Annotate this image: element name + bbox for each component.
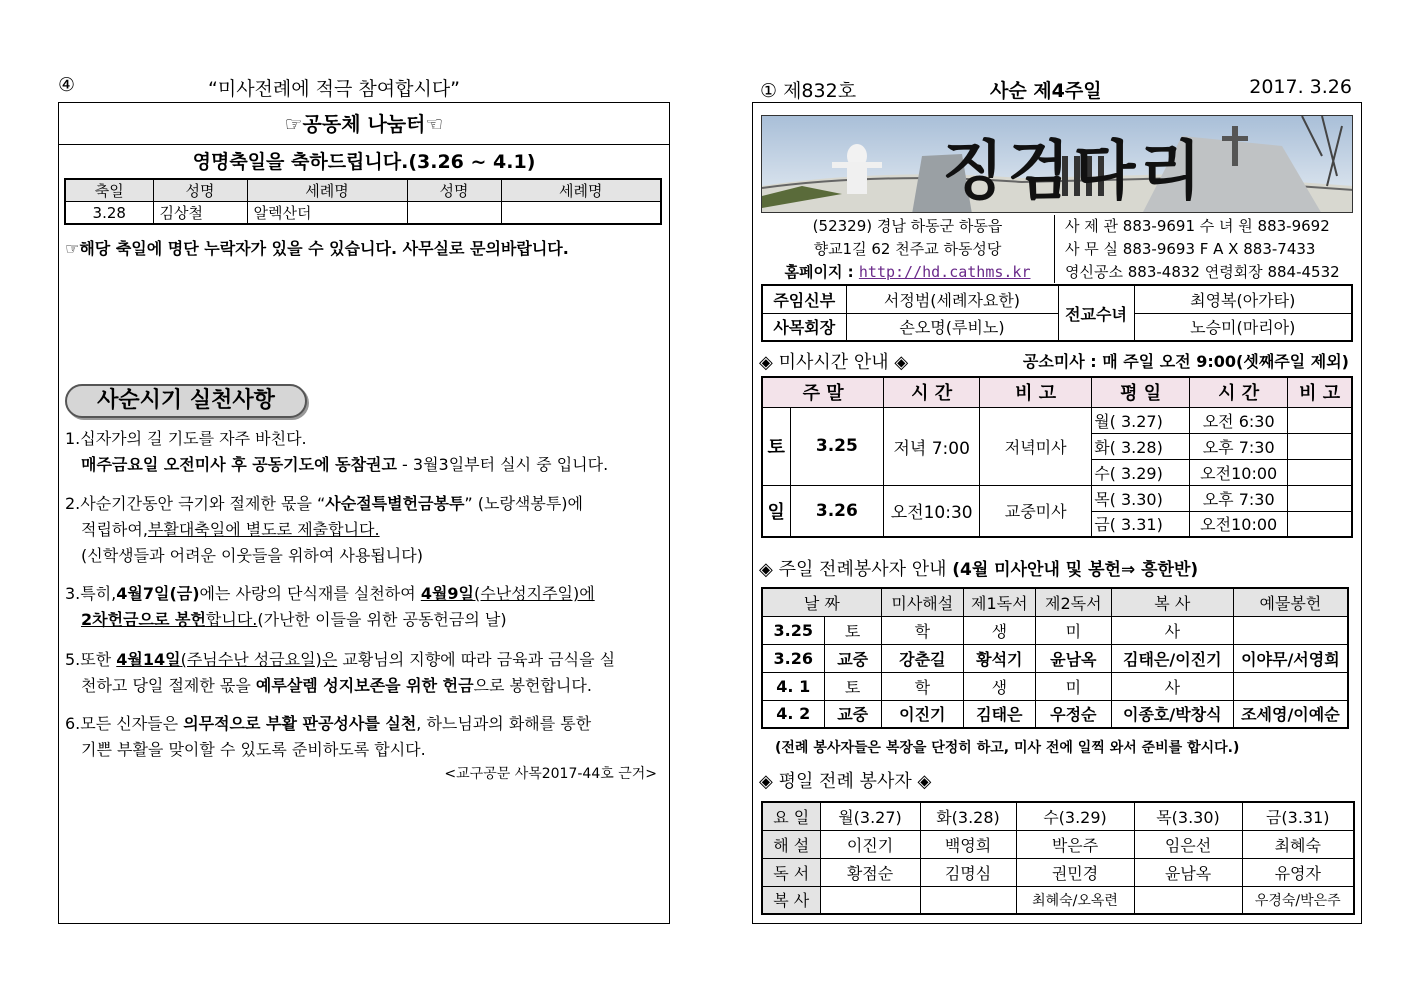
mass-schedule-table <box>761 376 1353 538</box>
servers-date: 3.26 <box>762 644 824 672</box>
practice-bold: 4월9일 <box>420 584 474 603</box>
servers-type: 교중 <box>824 700 881 728</box>
weekday-header-cell: 화(3.28) <box>920 802 1016 830</box>
weekday-note <box>1288 485 1352 511</box>
bulletin-main <box>752 102 1362 924</box>
servers-date: 4. 2 <box>762 700 824 728</box>
weekday-server: 우경숙/박은주 <box>1242 886 1354 914</box>
servers-cell: 생 <box>963 672 1035 700</box>
servers-header-cell: 제1독서 <box>963 588 1035 616</box>
weekday-role: 독 서 <box>762 858 820 886</box>
practice-text: 3.특히, <box>65 584 117 603</box>
weekday-server: 유영자 <box>1242 858 1354 886</box>
practice-line: 기쁜 부활을 맞이할 수 있도록 준비하도록 합시다. <box>81 740 426 759</box>
weekday-servers-row <box>762 858 1354 886</box>
reference-note: <교구공문 사목2017-44호 근거> <box>444 766 657 782</box>
servers-type: 교중 <box>824 644 881 672</box>
weekday-server: 이진기 <box>820 830 920 858</box>
feast-cell <box>501 202 661 225</box>
practice-bold: 2차헌금으로 봉헌 <box>81 610 206 629</box>
liturgical-week-title: 사순 제4주일 <box>990 80 1102 102</box>
mass-header-cell: 시 간 <box>884 377 980 407</box>
parish-phones <box>1065 215 1353 284</box>
weekend-note: 교중미사 <box>980 485 1092 537</box>
weekday-server: 최혜숙 <box>1242 830 1354 858</box>
weekday-servers-table <box>761 801 1355 915</box>
left-slogan: “미사전례에 적극 참여합시다” <box>208 78 461 100</box>
servers-header-cell: 예물봉헌 <box>1233 588 1348 616</box>
feast-day-table <box>64 178 662 225</box>
servers-row <box>762 700 1348 728</box>
mass-header-row <box>762 377 1352 407</box>
issue-date: 2017. 3.26 <box>1249 76 1352 98</box>
servers-heading-text: ◈ 주일 전례봉사자 안내 <box>759 559 947 580</box>
servers-type: 토 <box>824 616 881 644</box>
practice-text: 6.모든 신자들은 <box>65 714 184 733</box>
weekday-server: 김명심 <box>920 858 1016 886</box>
weekday-time: 오전10:00 <box>1190 511 1288 537</box>
mass-row <box>762 407 1352 433</box>
masthead-banner <box>761 115 1353 213</box>
servers-cell: 미 <box>1035 672 1111 700</box>
sunday-servers-table <box>761 587 1349 729</box>
weekday-server: 최혜숙/오옥련 <box>1016 886 1134 914</box>
feast-header-cell: 세례명 <box>247 179 407 202</box>
servers-note: (전례 봉사자들은 복장을 단정히 하고, 미사 전에 일찍 와서 준비를 합시다.) <box>775 740 1240 756</box>
staff-label: 전교수녀 <box>1058 285 1134 341</box>
feast-note: ☞해당 축일에 명단 누락자가 있을 수 있습니다. 사무실로 문의바랍니다. <box>65 239 569 258</box>
weekday-server: 임은선 <box>1134 830 1242 858</box>
mass-schedule-heading <box>759 348 1357 374</box>
practice-underline: (주님수난 성금요일)은 <box>180 650 338 669</box>
homepage-line <box>761 261 1054 284</box>
practice-text: (가난한 이들을 위한 공동헌금의 날) <box>257 610 507 629</box>
community-share-title: ☞공동체 나눔터☜ <box>59 103 669 145</box>
practice-text: 에는 사랑의 단식재를 실천하여 <box>199 584 421 603</box>
servers-cell <box>1233 616 1348 644</box>
weekend-time: 저녁 7:00 <box>884 407 980 485</box>
servers-cell: 이종호/박창식 <box>1111 700 1233 728</box>
mass-header-cell: 비 고 <box>1288 377 1352 407</box>
servers-cell: 학 <box>881 672 963 700</box>
practice-underline: (수난성지주일)에 <box>474 584 595 603</box>
feast-cell <box>407 202 501 225</box>
feast-cell: 알렉산더 <box>247 202 407 225</box>
weekday-day: 금( 3.31) <box>1092 511 1190 537</box>
weekday-day: 수( 3.29) <box>1092 459 1190 485</box>
issue-number: ① 제832호 <box>760 80 857 102</box>
weekday-server <box>820 886 920 914</box>
weekday-time: 오후 7:30 <box>1190 433 1288 459</box>
homepage-label: 홈페이지 : <box>784 263 859 281</box>
practice-text: - 3월3일부터 실시 중 입니다. <box>396 455 609 474</box>
right-page-header <box>760 74 1352 100</box>
practice-bold: 예루살렘 성지보존을 위한 헌금 <box>255 676 474 695</box>
weekday-servers-row <box>762 886 1354 914</box>
servers-header-cell: 복 사 <box>1111 588 1233 616</box>
servers-cell: 김태은 <box>963 700 1035 728</box>
parish-staff-table <box>761 284 1353 342</box>
parish-info <box>761 215 1353 281</box>
feast-header-cell: 축일 <box>65 179 153 202</box>
weekday-day: 목( 3.30) <box>1092 485 1190 511</box>
practice-bold: 의무적으로 부활 판공성사를 실천 <box>183 714 417 733</box>
practice-bold: 4월7일(금) <box>116 584 200 603</box>
staff-name: 손오명(루비노) <box>846 313 1058 341</box>
practice-bold: 매주금요일 오전미사 후 공동기도에 동참권고 <box>81 455 397 474</box>
weekend-note: 저녁미사 <box>980 407 1092 485</box>
left-page-number: ④ <box>58 74 76 96</box>
practice-text: 교황님의 지향에 따라 금육과 금식을 실 <box>337 650 616 669</box>
servers-header-row <box>762 588 1348 616</box>
practice-item-3 <box>65 581 595 633</box>
homepage-link[interactable]: http://hd.cathms.kr <box>858 263 1031 281</box>
weekend-time: 오전10:30 <box>884 485 980 537</box>
practice-item-1 <box>65 426 608 478</box>
weekday-role: 복 사 <box>762 886 820 914</box>
practice-line: 1.십자가의 길 기도를 자주 바친다. <box>65 429 307 448</box>
feast-header-row <box>65 179 661 202</box>
weekday-time: 오전10:00 <box>1190 459 1288 485</box>
weekday-server <box>920 886 1016 914</box>
servers-cell: 사 <box>1111 672 1233 700</box>
weekday-header-cell: 요 일 <box>762 802 820 830</box>
servers-cell: 학 <box>881 616 963 644</box>
mass-heading-text: ◈ 미사시간 안내 ◈ <box>759 352 909 373</box>
practice-underline: 부활대축일에 별도로 제출합니다. <box>147 520 380 539</box>
servers-cell: 생 <box>963 616 1035 644</box>
staff-name: 서정범(세례자요한) <box>846 285 1058 313</box>
servers-type: 토 <box>824 672 881 700</box>
lent-practice-title: 사순시기 실천사항 <box>65 384 307 418</box>
weekday-note <box>1288 459 1352 485</box>
servers-cell: 윤남옥 <box>1035 644 1111 672</box>
mass-row <box>762 485 1352 511</box>
practice-text: 2.사순기간동안 극기와 절제한 몫을 “ <box>65 494 326 513</box>
weekday-header-cell: 금(3.31) <box>1242 802 1354 830</box>
mass-header-cell: 주 말 <box>762 377 884 407</box>
practice-text: 5.또한 <box>65 650 117 669</box>
servers-row <box>762 672 1348 700</box>
staff-label: 주임신부 <box>762 285 846 313</box>
servers-cell: 미 <box>1035 616 1111 644</box>
staff-name: 최영복(아가타) <box>1134 285 1352 313</box>
servers-heading-extra: (4월 미사안내 및 봉헌⇒ 흥한반) <box>952 560 1199 580</box>
weekday-note <box>1288 433 1352 459</box>
mass-header-cell: 비 고 <box>980 377 1092 407</box>
phone-line: 사 제 관 883-9691 수 녀 원 883-9692 <box>1065 217 1330 235</box>
practice-line: (신학생들과 어려운 이웃들을 위하여 사용됩니다) <box>81 546 423 565</box>
weekday-server: 권민경 <box>1016 858 1134 886</box>
feast-day-title: 영명축일을 축하드립니다.(3.26 ~ 4.1) <box>192 151 536 173</box>
practice-bold: 사순절특별헌금봉투 <box>325 494 465 513</box>
community-section <box>58 102 670 924</box>
weekday-role: 해 설 <box>762 830 820 858</box>
servers-date: 4. 1 <box>762 672 824 700</box>
practice-text: ” (노랑색봉투)에 <box>464 494 584 513</box>
staff-label: 사목회장 <box>762 313 846 341</box>
feast-header-cell: 성명 <box>407 179 501 202</box>
weekend-date: 3.25 <box>790 407 884 485</box>
staff-name: 노승미(마리아) <box>1134 313 1352 341</box>
weekday-day: 화( 3.28) <box>1092 433 1190 459</box>
servers-cell: 조세영/이예순 <box>1233 700 1348 728</box>
staff-row <box>762 285 1352 313</box>
weekday-server: 백영희 <box>920 830 1016 858</box>
parish-address <box>761 215 1055 283</box>
weekday-header-cell: 월(3.27) <box>820 802 920 830</box>
servers-header-cell: 미사해설 <box>881 588 963 616</box>
mass-header-cell: 평 일 <box>1092 377 1190 407</box>
staff-row <box>762 313 1352 341</box>
weekday-header-cell: 목(3.30) <box>1134 802 1242 830</box>
practice-item-6 <box>65 711 591 763</box>
servers-cell: 사 <box>1111 616 1233 644</box>
address-line: 향교1길 62 천주교 하동성당 <box>813 240 1002 258</box>
feast-cell: 김상철 <box>153 202 247 225</box>
feast-header-cell: 성명 <box>153 179 247 202</box>
weekday-header-cell: 수(3.29) <box>1016 802 1134 830</box>
feast-header-cell: 세례명 <box>501 179 661 202</box>
mission-mass-note: 공소미사 : 매 주일 오전 9:00(셋째주일 제외) <box>1022 352 1349 371</box>
servers-cell: 우정순 <box>1035 700 1111 728</box>
sunday-servers-heading <box>759 555 1198 581</box>
weekend-day: 토 <box>762 407 790 485</box>
servers-cell: 황석기 <box>963 644 1035 672</box>
practice-underline: 합니다. <box>205 610 258 629</box>
weekday-servers-row <box>762 830 1354 858</box>
servers-header-cell: 날 짜 <box>762 588 881 616</box>
feast-cell: 3.28 <box>65 202 153 225</box>
address-line: (52329) 경남 하동군 하동읍 <box>812 217 1003 235</box>
phone-line: 사 무 실 883-9693 F A X 883-7433 <box>1065 240 1316 258</box>
weekend-day: 일 <box>762 485 790 537</box>
left-page-header <box>58 74 670 100</box>
servers-cell: 강춘길 <box>881 644 963 672</box>
servers-row <box>762 616 1348 644</box>
practice-text: , 하느님과의 화해를 통한 <box>416 714 592 733</box>
mass-header-cell: 시 간 <box>1190 377 1288 407</box>
servers-row <box>762 644 1348 672</box>
practice-text: 적립하여, <box>81 520 148 539</box>
servers-date: 3.25 <box>762 616 824 644</box>
weekday-day: 월( 3.27) <box>1092 407 1190 433</box>
servers-cell: 이진기 <box>881 700 963 728</box>
bulletin-title: 징검다리 <box>942 134 1206 209</box>
weekday-server: 윤남옥 <box>1134 858 1242 886</box>
feast-row <box>65 202 661 225</box>
weekend-date: 3.26 <box>790 485 884 537</box>
servers-header-cell: 제2독서 <box>1035 588 1111 616</box>
practice-text: 으로 봉헌합니다. <box>473 676 592 695</box>
practice-item-2 <box>65 491 583 569</box>
weekday-note <box>1288 511 1352 537</box>
weekday-note <box>1288 407 1352 433</box>
weekday-time: 오후 7:30 <box>1190 485 1288 511</box>
weekday-server: 박은주 <box>1016 830 1134 858</box>
weekday-server: 황점순 <box>820 858 920 886</box>
servers-cell: 이야무/서영희 <box>1233 644 1348 672</box>
practice-text: 천하고 당일 절제한 몫을 <box>81 676 256 695</box>
weekday-server <box>1134 886 1242 914</box>
weekday-time: 오전 6:30 <box>1190 407 1288 433</box>
servers-cell <box>1233 672 1348 700</box>
practice-bold: 4월14일 <box>116 650 181 669</box>
weekday-header-row <box>762 802 1354 830</box>
weekday-servers-heading: ◈ 평일 전례 봉사자 ◈ <box>759 771 932 792</box>
phone-line: 영신공소 883-4832 연령회장 884-4532 <box>1065 263 1340 281</box>
practice-item-5 <box>65 647 615 699</box>
servers-cell: 김태은/이진기 <box>1111 644 1233 672</box>
